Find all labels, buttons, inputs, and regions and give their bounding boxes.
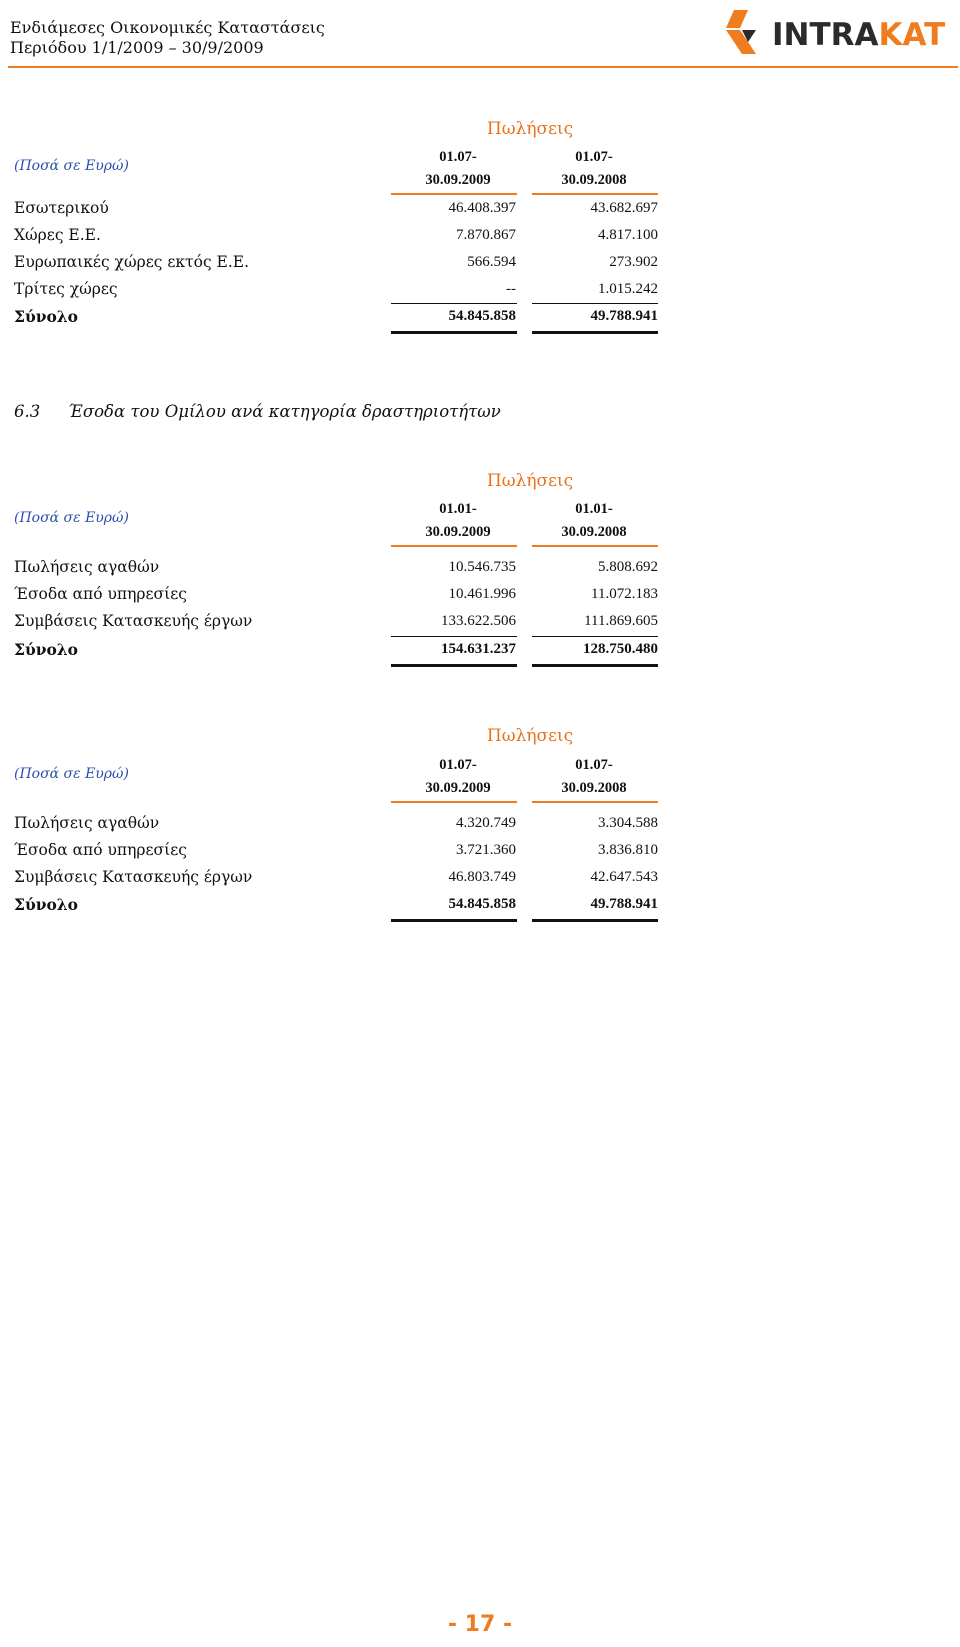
row-label: Εσωτερικού [14,199,109,217]
total-double-rule [391,919,517,922]
row-label: Χώρες Ε.Ε. [14,226,101,244]
column-header-rule [391,801,517,803]
section-number: 6.3 [14,402,41,421]
document-period: Περιόδου 1/1/2009 – 30/9/2009 [10,38,264,57]
table-row [0,222,960,249]
total-value-2009: 54.845.858 [448,896,516,912]
row-value-2009: 3.721.360 [456,842,516,858]
period-start: 01.07- [439,757,477,773]
period-end: 30.09.2009 [425,780,491,796]
row-label: Πωλήσεις αγαθών [14,558,160,576]
total-double-rule [532,664,658,667]
total-double-rule [532,919,658,922]
amounts-unit-label: (Ποσά σε Ευρώ) [14,158,129,174]
table-row [0,608,960,635]
row-label: Τρίτες χώρες [14,280,118,298]
company-logo [720,8,948,58]
row-value-2009: 133.622.506 [441,613,516,629]
total-value-2009: 154.631.237 [441,641,516,657]
row-value-2008: 11.072.183 [591,586,658,602]
total-label: Σύνολο [14,895,79,914]
table-row [0,195,960,222]
page-number: - 17 - [447,1612,513,1637]
period-end: 30.09.2008 [561,524,627,540]
header-divider [8,66,958,68]
table-row [0,810,960,837]
total-double-rule [391,664,517,667]
row-value-2008: 3.836.810 [598,842,658,858]
row-value-2008: 111.869.605 [584,613,658,629]
sales-column-group-header: Πωλήσεις [486,726,574,746]
period-end: 30.09.2009 [425,524,491,540]
column-header-rule [391,545,517,547]
table-row [0,837,960,864]
period-column-header-2 [535,146,653,192]
period-start: 01.01- [439,501,477,517]
period-start: 01.07- [575,149,613,165]
period-end: 30.09.2008 [561,780,627,796]
total-label: Σύνολο [14,640,79,659]
total-label: Σύνολο [14,307,79,326]
table-row [0,276,960,303]
total-row [0,891,960,918]
period-end: 30.09.2009 [425,172,491,188]
logo-wordmark [772,16,945,54]
total-value-2008: 128.750.480 [583,641,658,657]
row-value-2008: 4.817.100 [598,227,658,243]
row-value-2009: 46.803.749 [448,869,516,885]
logo-wordmark-part2: KAT [878,17,946,53]
total-value-2008: 49.788.941 [590,308,658,324]
table-row [0,864,960,891]
row-value-2009: 4.320.749 [456,815,516,831]
row-value-2008: 43.682.697 [590,200,658,216]
document-title: Ενδιάμεσες Οικονομικές Καταστάσεις [10,18,325,37]
row-label: Συμβάσεις Κατασκευής έργων [14,612,253,630]
total-double-rule [391,331,517,334]
row-value-2008: 42.647.543 [590,869,658,885]
period-column-header-2 [535,754,653,800]
row-label: Ευρωπαικές χώρες εκτός Ε.Ε. [14,253,250,271]
row-value-2008: 3.304.588 [598,815,658,831]
table-row [0,581,960,608]
period-column-header-1 [399,754,517,800]
table-row [0,249,960,276]
row-label: Έσοδα από υπηρεσίες [14,841,187,859]
column-header-rule [532,801,658,803]
column-header-rule [532,545,658,547]
row-value-2009: 10.546.735 [448,559,516,575]
row-label: Συμβάσεις Κατασκευής έργων [14,868,253,886]
total-row [0,303,960,330]
row-value-2009: 7.870.867 [456,227,516,243]
period-column-header-1 [399,498,517,544]
period-start: 01.07- [575,757,613,773]
row-value-2009: 566.594 [467,254,516,270]
total-row [0,636,960,663]
period-column-header-2 [535,498,653,544]
sales-column-group-header: Πωλήσεις [486,119,574,139]
row-value-2009: 10.461.996 [448,586,516,602]
period-start: 01.01- [575,501,613,517]
sales-column-group-header: Πωλήσεις [486,471,574,491]
table-row [0,554,960,581]
period-start: 01.07- [439,149,477,165]
logo-mark-icon [720,10,764,56]
section-title: Έσοδα του Ομίλου ανά κατηγορία δραστηριοτήτων [68,402,501,421]
row-value-2008: 5.808.692 [598,559,658,575]
row-value-2008: 1.015.242 [598,281,658,297]
period-column-header-1 [399,146,517,192]
amounts-unit-label: (Ποσά σε Ευρώ) [14,766,129,782]
logo-wordmark-part1: INTRA [772,17,879,53]
total-value-2008: 49.788.941 [590,896,658,912]
row-value-2008: 273.902 [609,254,658,270]
total-double-rule [532,331,658,334]
row-value-2009: 46.408.397 [448,200,516,216]
amounts-unit-label: (Ποσά σε Ευρώ) [14,510,129,526]
row-label: Έσοδα από υπηρεσίες [14,585,187,603]
row-label: Πωλήσεις αγαθών [14,814,160,832]
row-value-2009: -- [506,281,516,297]
period-end: 30.09.2008 [561,172,627,188]
total-value-2009: 54.845.858 [448,308,516,324]
